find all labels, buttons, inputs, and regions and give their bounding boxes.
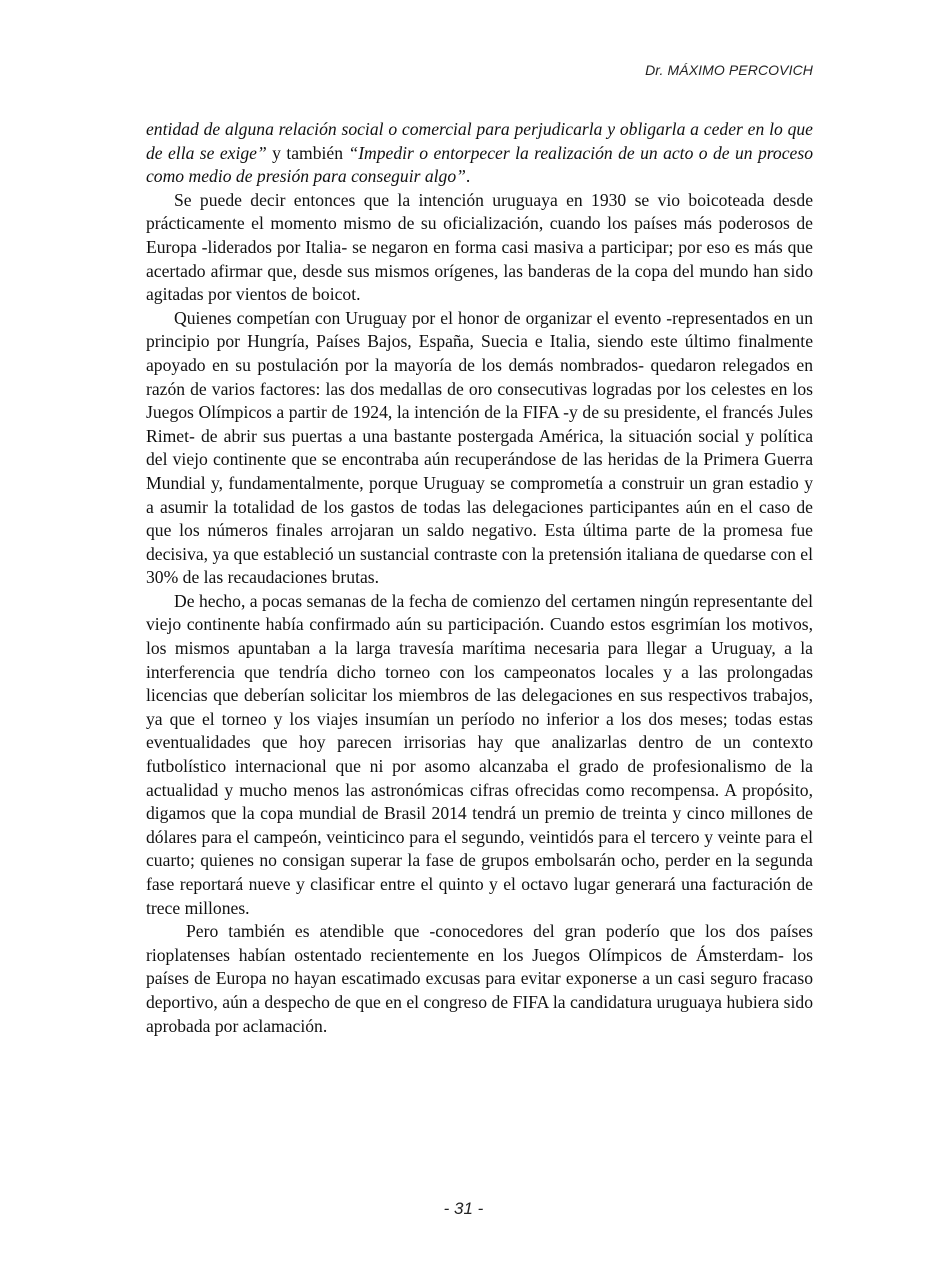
period: . xyxy=(465,166,471,187)
connector-text: y también xyxy=(266,142,349,163)
paragraph-de-hecho: De hecho, a pocas semanas de la fecha de comienzo del certamen ningún representante del viejo continente había confirmado aún su participación. Cuando estos esgrimían los motivos, los mismos apuntaban a la larga travesía marítima necesaria para llegar a Uruguay, a la interferencia que tendría dicho torneo con los campeonatos locales y a las prolongadas licencias que deberían solicitar los miembros de las delegaciones en sus respectivos trabajos, ya que el torneo y los viajes insumían un período no inferior a los dos meses; todas estas eventualidades que hoy parecen irrisorias hay que analizarlas dentro de un contexto futbolístico internacional que ni por asomo alcanzaba el grado de profesionalismo de la actualidad y mucho menos las astronómicas cifras ofrecidas como recompensa. A propósito, digamos que la copa mundial de Brasil 2014 tendrá un premio de treinta y cinco millones de dólares para el campeón, veinticinco para el segundo, veintidós para el tercero y veinte para el cuarto; quienes no consigan superar la fase de grupos embolsarán ocho, perder en la segunda fase reportará nueve y clasificar entre el quinto y el octavo lugar generará una facturación de trece millones. xyxy=(146,590,813,918)
paragraph-pero-tambien: Pero también es atendible que -conocedores del gran poderío que los dos países rioplatenses habían ostentado recientemente en los Juegos Olímpicos de Ámsterdam- los países de Europa no hayan escatimado excusas para evitar exponerse a un casi seguro fracaso deportivo, aún a despecho de que en el congreso de FIFA la candidatura uruguaya hubiera sido aprobada por aclamación. xyxy=(146,921,813,1036)
page-number: - 31 - xyxy=(443,1199,484,1218)
paragraph-competidores: Quienes competían con Uruguay por el honor de organizar el evento -representados en un principio por Hungría, Países Bajos, España, Suecia e Italia, siendo este último finalmente apoyado en su postulación por la mayoría de los demás nombrados- quedaron relegados en razón de varios factores: las dos medallas de oro consecutivas logradas por los celestes en los Juegos Olímpicos a partir de 1924, la intención de la FIFA -y de su presidente, el francés Jules Rimet- de abrir sus puertas a una bastante postergada América, la situación social y política del viejo continente que se encontraba aún recuperándose de las heridas de la Primera Guerra Mundial y, fundamentalmente, porque Uruguay se comprometía a construir un gran estadio y a asumir la totalidad de los gastos de todas las delegaciones participantes aún en el caso de que los números finales arrojaran un saldo negativo. Esta última parte de la promesa fue decisiva, ya que estableció un sustancial contraste con la pretensión italiana de quedarse con el 30% de las recaudaciones brutas. xyxy=(146,307,813,588)
paragraph-boicot-1930: Se puede decir entonces que la intención uruguaya en 1930 se vio boicoteada desde prácticamente el momento mismo de su oficialización, cuando los países más poderosos de Europa -liderados por Italia- se negaron en forma casi masiva a participar; por eso es más que acertado afirmar que, desde sus mismos orígenes, las banderas de la copa del mundo han sido agitadas por vientos de boicot. xyxy=(146,189,813,305)
quote-definition-1: entidad de alguna relación social o comercial para perjudicarla y obligarla a ceder en lo que de ella se exige” xyxy=(146,119,813,163)
running-header-author: Dr. MÁXIMO PERCOVICH xyxy=(645,62,813,78)
quote-definition-2: “Impedir o entorpecer la realización de un acto o de un proceso como medio de presión para conseguir algo” xyxy=(146,142,813,187)
body-text xyxy=(146,118,813,1038)
paragraph-continuation xyxy=(146,118,813,189)
